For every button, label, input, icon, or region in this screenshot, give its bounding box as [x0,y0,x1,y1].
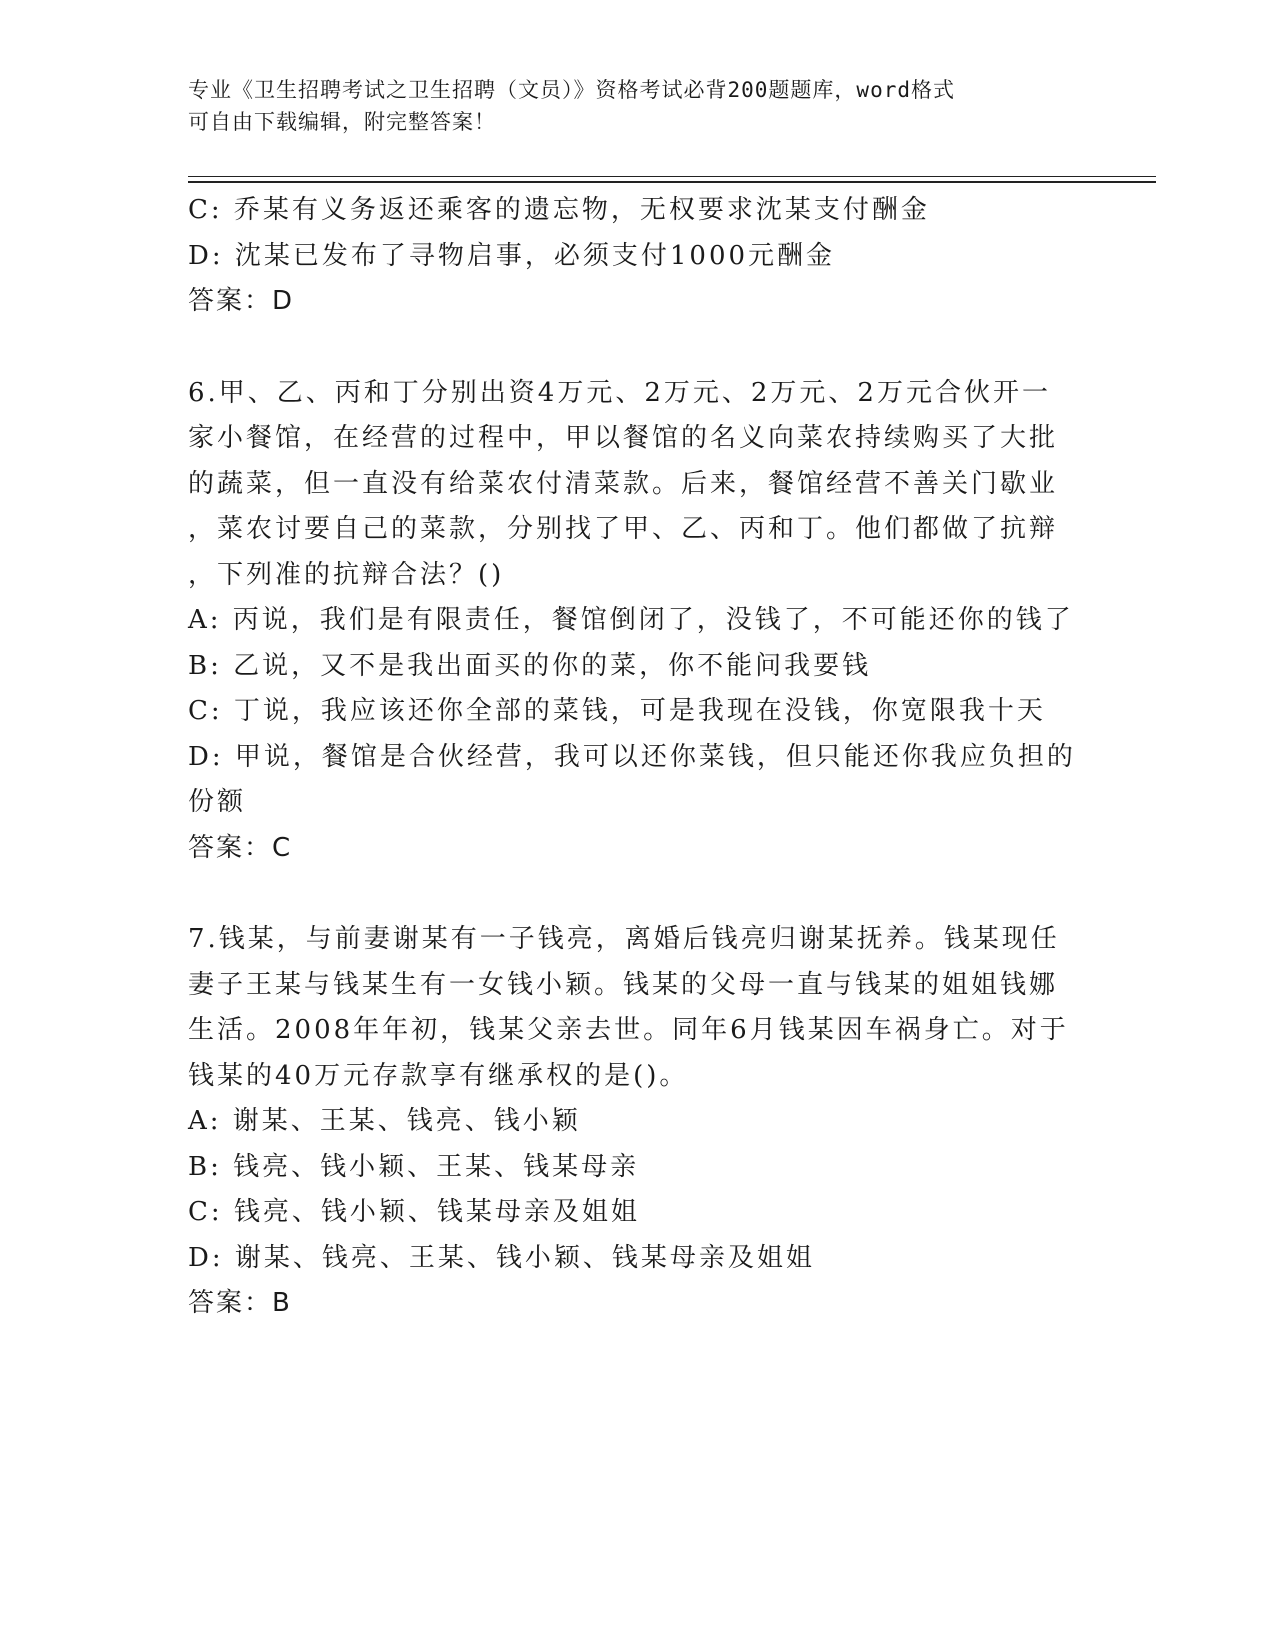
document-body [188,188,1076,1327]
header-divider-thick [188,181,1156,183]
question-6 [188,371,1076,872]
q6-stem-line: 家小餐馆，在经营的过程中，甲以餐馆的名义向菜农持续购买了大批 [188,423,1059,453]
q6-stem-line: 的蔬菜，但一直没有给菜农付清菜款。后来，餐馆经营不善关门歇业 [188,468,1059,499]
q6-option-c: C: 丁说，我应该还你全部的菜钱，可是我现在没钱，你宽限我十天 [188,696,1046,726]
question-7 [188,917,1068,1327]
header-title-line1: 专业《卫生招聘考试之卫生招聘（文员）》资格考试必背200题题库，word格式 [188,78,955,102]
document-header [188,74,1068,138]
question-5-tail [188,188,1068,325]
question-gap [188,325,1068,371]
q7-stem-line: 7.钱某，与前妻谢某有一子钱亮，离婚后钱亮归谢某抚养。钱某现任 [188,924,1060,954]
q7-option-b: B: 钱亮、钱小颖、王某、钱某母亲 [188,1151,640,1182]
q7-option-a: A: 谢某、王某、钱亮、钱小颖 [188,1106,581,1136]
q6-stem-line: ，菜农讨要自己的菜款，分别找了甲、乙、丙和丁。他们都做了抗辩 [188,514,1059,544]
q7-answer: 答案：B [188,1288,292,1318]
q7-stem-line: 妻子王某与钱某生有一女钱小颖。钱某的父母一直与钱某的姐姐钱娜 [188,969,1059,1000]
q6-option-d-cont: 份额 [188,787,247,817]
q6-option-d: D: 甲说，餐馆是合伙经营，我可以还你菜钱，但只能还你我应负担的 [188,741,1076,772]
q7-option-d: D: 谢某、钱亮、王某、钱小颖、钱某母亲及姐姐 [188,1242,815,1273]
q7-stem-line: 生活。2008年年初，钱某父亲去世。同年6月钱某因车祸身亡。对于 [188,1015,1069,1045]
q6-option-b: B: 乙说，又不是我出面买的你的菜，你不能问我要钱 [188,650,872,681]
q5-answer: 答案：D [188,286,295,316]
q7-stem-line: 钱某的40万元存款享有继承权的是()。 [188,1060,689,1091]
header-divider-thin [188,176,1156,177]
q5-option-c: C: 乔某有义务返还乘客的遗忘物，无权要求沈某支付酬金 [188,195,930,225]
question-gap [188,871,1068,917]
header-title-line2: 可自由下载编辑，附完整答案！ [188,110,496,134]
q6-stem-line: 6.甲、乙、丙和丁分别出资4万元、2万元、2万元、2万元合伙开一 [188,377,1051,408]
q6-option-a: A: 丙说，我们是有限责任，餐馆倒闭了，没钱了，不可能还你的钱了 [188,605,1074,635]
q6-answer: 答案：C [188,832,293,863]
q7-option-c: C: 钱亮、钱小颖、钱某母亲及姐姐 [188,1197,640,1227]
q6-stem-line: ，下列准的抗辩合法？() [188,559,505,590]
q5-option-d: D: 沈某已发布了寻物启事，必须支付1000元酬金 [188,240,836,271]
